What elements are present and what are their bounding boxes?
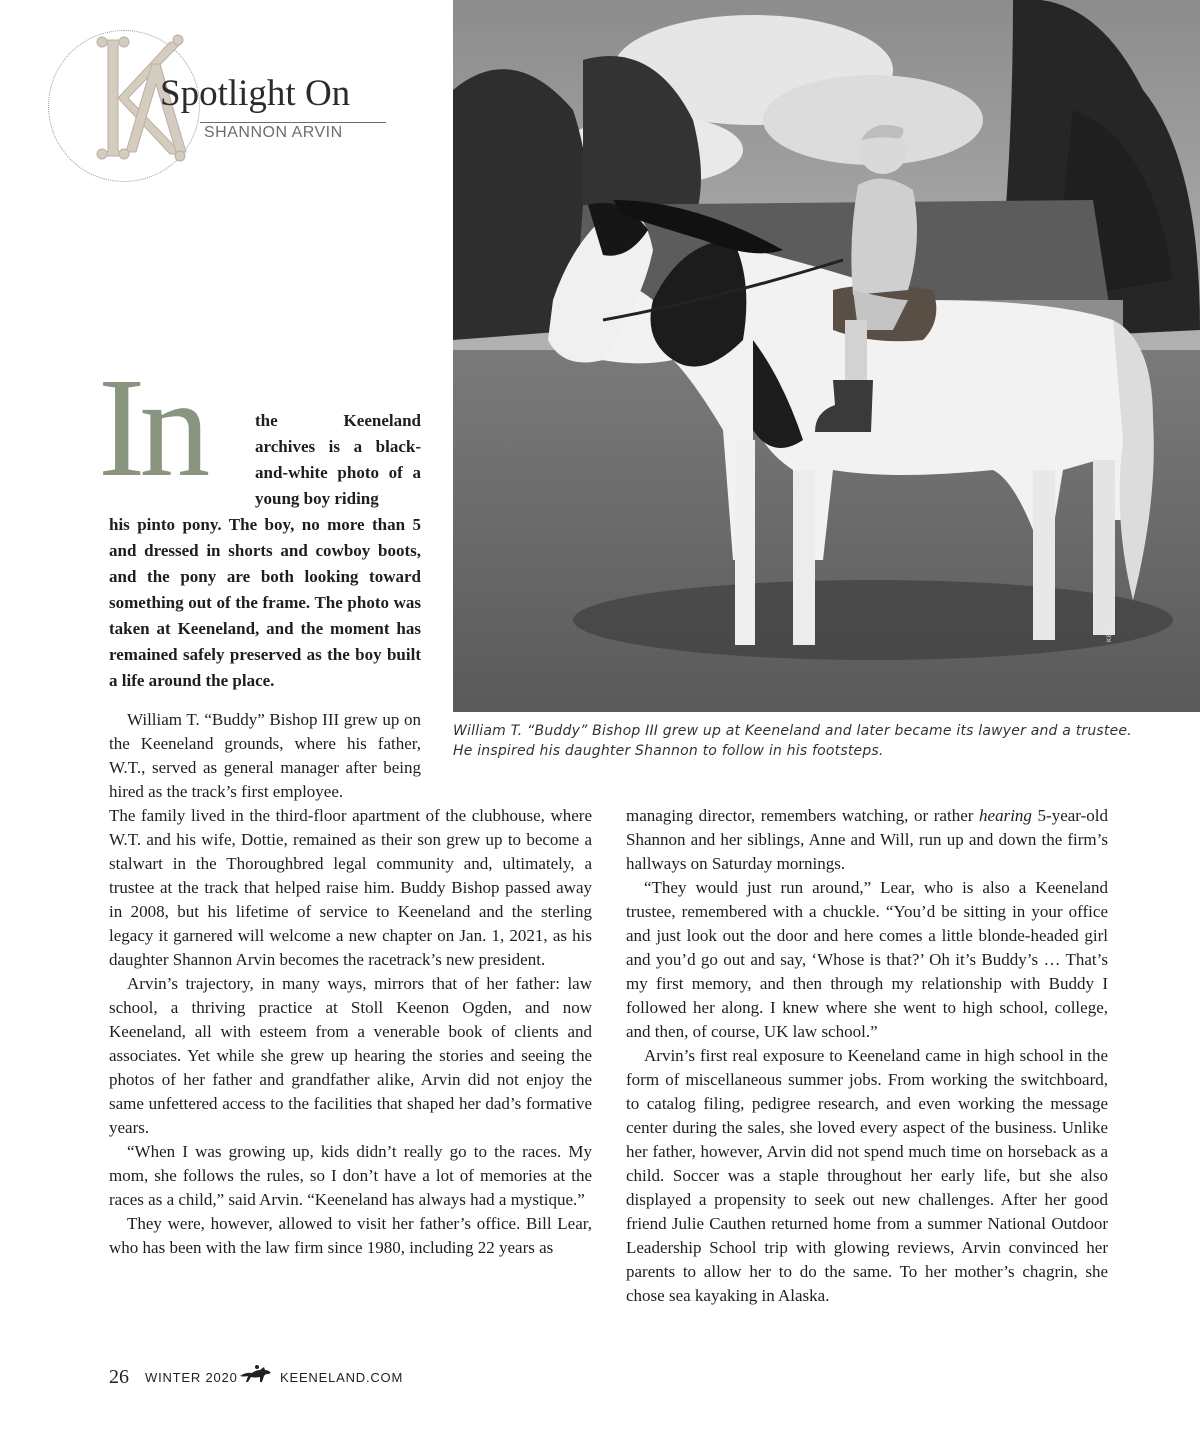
body-paragraph-1-start — [109, 708, 421, 804]
body-column-right — [626, 804, 1108, 1308]
subject-name: SHANNON ARVIN — [204, 124, 343, 141]
section-title: Spotlight On — [160, 73, 351, 114]
page-number: 26 — [109, 1366, 129, 1388]
photo-caption: William T. “Buddy” Bishop III grew up at Keeneland and later became its lawyer and a trustee. He inspired his daughter Shannon to follow in his footsteps. — [453, 723, 1132, 759]
horse-and-jockey-icon — [238, 1364, 274, 1384]
paragraph: “When I was growing up, kids didn’t really go to the races. My mom, she follows the rules, so I don’t have a lot of memories at the races as a child,” said Arvin. “Keeneland has always had a mystique.” — [109, 1142, 592, 1209]
website-label: KEENELAND.COM — [280, 1370, 404, 1385]
text-run: managing director, remembers watching, or rather — [626, 806, 974, 825]
lead-paragraph-start: the Keeneland archives is a black-and-white photo of a young boy riding — [255, 411, 421, 508]
body-column-left — [109, 804, 592, 1260]
paragraph — [626, 804, 1108, 876]
photo-credit: KEENELAND LIBRARY PHOTO — [1106, 534, 1113, 642]
boy-on-pinto-pony-photo — [453, 0, 1200, 712]
emphasis-text: hearing — [979, 806, 1032, 825]
lead-paragraph-rest: his pinto pony. The boy, no more than 5 and dressed in shorts and cowboy boots, and the pony are both looking toward something out of the frame. The photo was taken at Keeneland, and the moment has remained safely preserved as the boy built a life around the place. — [109, 515, 421, 690]
paragraph: William T. “Buddy” Bishop III grew up on the Keeneland grounds, where his father, W.T., served as general manager after being hired as the track’s first employee. — [109, 710, 421, 801]
text-run: 5-year-old Shannon and her siblings, Anne and Will, run up and down the firm’s hallways on Saturday mornings. — [626, 806, 1109, 873]
paragraph: “They would just run around,” Lear, who is also a Keeneland trustee, remembered with a chuckle. “You’d be sitting in your office and just look out the door and here comes a little blonde-headed girl and you’d go out and say, ‘Whose is that?’ Oh it’s Buddy’s … That’s my first memory, and then through my relationship with Buddy I followed her along. I knew where she went to high school, college, and then, of course, UK law school.” — [626, 878, 1108, 1041]
issue-label: WINTER 2020 — [145, 1370, 238, 1385]
paragraph: The family lived in the third-floor apartment of the clubhouse, where W.T. and his wife, Dottie, remained as their son grew up to become a stalwart in the Thoroughbred legal community and, ultimately, a trustee at the track that helped raise him. Buddy Bishop passed away in 2008, but his lifetime of service to Keeneland and the sterling legacy it garnered will welcome a new chapter on Jan. 1, 2021, as his daughter Shannon Arvin becomes the racetrack’s new president. — [109, 806, 592, 969]
paragraph: Arvin’s trajectory, in many ways, mirrors that of her father: law school, a thriving practice at Stoll Keenon Ogden, and now Keeneland, all with esteem from a venerable book of clients and associates. Yet while she grew up hearing the stories and seeing the photos of her father and grandfather alike, Arvin did not enjoy the same unfettered access to the facilities that shaped her dad’s formative years. — [109, 974, 592, 1137]
paragraph: Arvin’s first real exposure to Keeneland came in high school in the form of miscellaneous summer jobs. From working the switchboard, to catalog filing, pedigree research, and even working the message center during the sales, she loved every aspect of the business. Unlike her father, however, Arvin did not spend much time on horseback as a child. Soccer was a staple throughout her early life, but she also displayed a propensity to seek out new challenges. After her good friend Julie Cauthen returned home from a summer National Outdoor Leadership School trip with glowing reviews, Arvin convinced her parents to allow her to do the same. To her mother’s chagrin, she chose sea kayaking in Alaska. — [626, 1046, 1108, 1305]
title-rule — [200, 122, 386, 123]
paragraph: They were, however, allowed to visit her father’s office. Bill Lear, who has been with the law firm since 1980, including 22 years as — [109, 1214, 592, 1257]
drop-cap: In — [98, 348, 205, 506]
